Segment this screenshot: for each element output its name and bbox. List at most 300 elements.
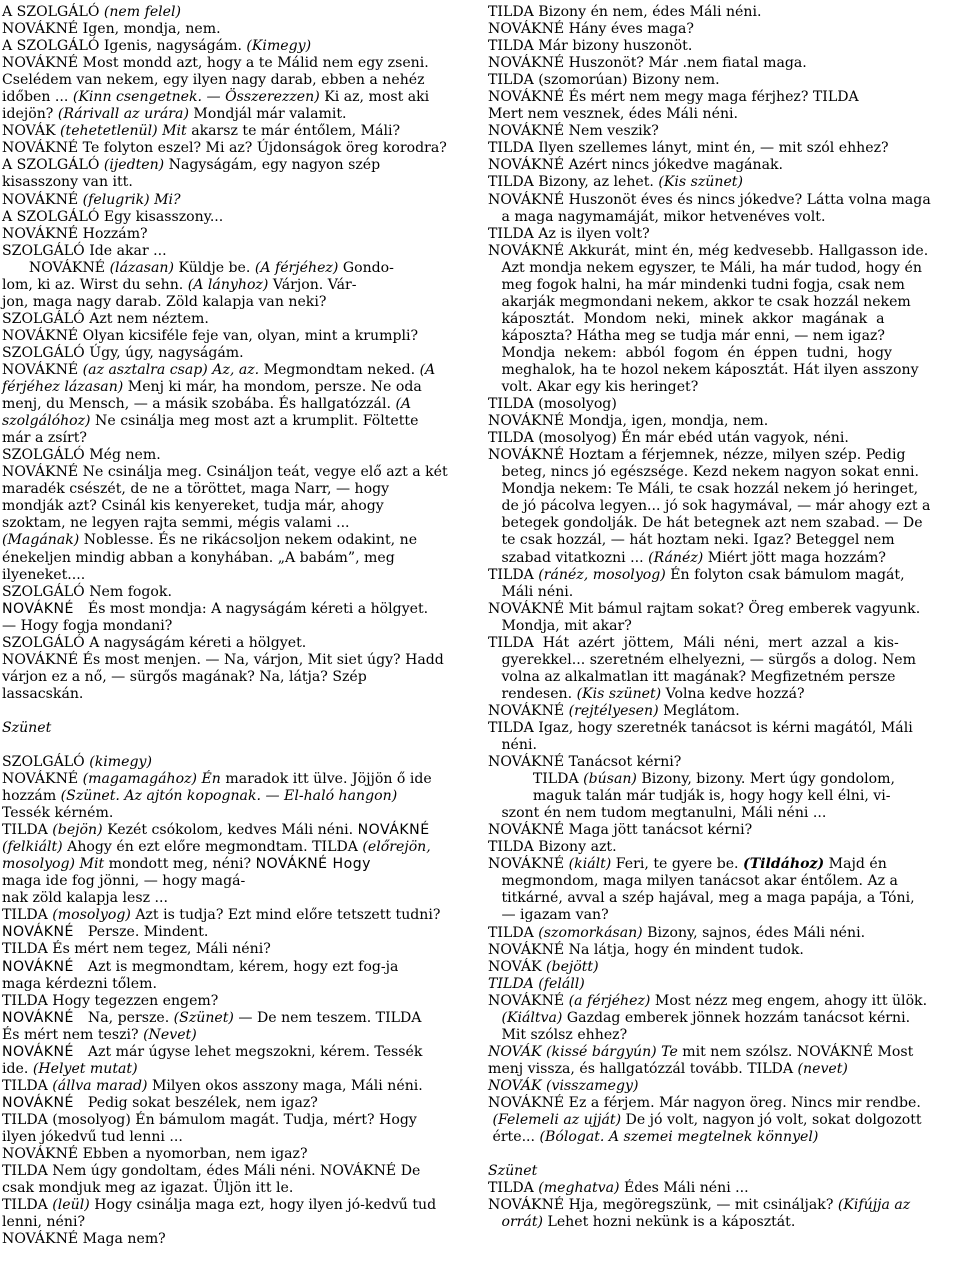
text-run: Ahogy én ezt előre megmondtam. TILDA <box>62 839 363 856</box>
text-line <box>488 106 958 123</box>
text-run: megmondom, maga milyen tanácsot akar éntőlem. Az a <box>488 873 898 890</box>
text-line <box>2 550 476 567</box>
text-line <box>488 174 958 191</box>
text-line <box>2 226 476 243</box>
text-run: NOVÁKNÉ Igen, mondja, nem. <box>2 21 221 38</box>
text-run: Bizony, bizony. Mert úgy gondolom, <box>636 771 895 788</box>
text-run: szoktam, ne legyen rajta semmi, mégis valami ... <box>2 515 350 532</box>
text-line <box>488 618 958 635</box>
text-run: NOVÁKNÉ Hozzám? <box>2 225 148 242</box>
text-line <box>2 959 476 976</box>
text-run: NOVÁKNÉ Mit bámul rajtam sokat? Öreg emberek vagyunk. <box>488 600 921 617</box>
text-run: NOVÁKNÉ Te folyton eszel? Mi az? Újdonságok öreg korodra? <box>2 140 447 157</box>
text-line <box>488 1146 958 1163</box>
text-run: (Kifújja az <box>837 1197 911 1214</box>
text-run: Azt is tudja? Ezt mind előre tetszett tudni? <box>130 907 441 924</box>
text-line <box>2 720 476 737</box>
text-line <box>2 209 476 226</box>
text-run: (Rárivall az urára) <box>57 106 189 123</box>
text-line <box>2 976 476 993</box>
text-line <box>2 890 476 907</box>
text-run <box>488 1010 501 1026</box>
text-run: (Kimegy) <box>246 38 312 55</box>
text-line <box>2 601 476 618</box>
text-run: (Kinn csengetnek. — Összerezzen) <box>72 89 320 106</box>
text-run: szont én nem tudom megtanulni, Máli néni ... <box>488 805 827 822</box>
text-line <box>2 1027 476 1044</box>
text-run: TILDA <box>488 924 539 941</box>
text-line <box>2 805 476 822</box>
text-run: Várjon. Vár- <box>268 276 357 293</box>
text-run: TILDA <box>2 1197 53 1214</box>
text-run: de jó pácolva legyen... jó sok hagymával, — már ahogy ezt a <box>488 498 931 515</box>
text-run: Azt már úgyse lehet megszokni, kérem. Tessék <box>78 1043 423 1060</box>
text-run: Milyen okos asszony maga, Máli néni. <box>147 1077 423 1094</box>
text-line <box>2 277 476 294</box>
text-run: meg fogok halni, ha már mindenki tudni fogja, csak nem <box>488 276 905 293</box>
text-run: Mondjál már valamit. <box>188 106 347 123</box>
text-run: — Hogy fogja mondani? <box>2 617 173 634</box>
text-line <box>488 652 958 669</box>
text-line <box>2 4 476 21</box>
text-run: (lázasan) <box>109 259 175 276</box>
text-run: menj vissza, és hallgatózzál tovább. TILDA <box>488 1060 798 1077</box>
text-run: (Kiáltva) <box>501 1009 563 1026</box>
text-run: férjéhez lázasan) <box>2 379 124 396</box>
text-line <box>488 788 958 805</box>
text-line <box>2 311 476 328</box>
text-run: TILDA Az is ilyen volt? <box>488 225 650 242</box>
text-run: NOVÁKNÉ <box>2 1009 79 1026</box>
text-run: De jó volt, nagyon jó volt, sokat dolgozott <box>621 1112 922 1129</box>
text-line <box>488 1163 958 1180</box>
text-run: NOVÁKNÉ Ez a férjem. Már nagyon öreg. Nincs mir rendbe. <box>488 1095 921 1111</box>
text-run: lom, ki az. Wirst du sehn. <box>2 276 188 293</box>
text-line <box>2 243 476 260</box>
text-run: a maga nagymamáját, mikor hetvenéves volt. <box>488 208 826 225</box>
text-line <box>488 942 958 959</box>
text-line <box>488 345 958 362</box>
text-run: (bejön) <box>52 822 103 839</box>
text-run: Gondo- <box>338 259 394 276</box>
text-line <box>488 1078 958 1095</box>
text-run: rendesen. <box>488 685 577 702</box>
text-line <box>488 703 958 720</box>
text-run: NOVÁKNÉ Hoztam a férjemnek, nézze, milyen szép. Pedig <box>488 447 906 464</box>
text-run: (ijedten) <box>103 157 165 174</box>
text-run: Meglátom. <box>658 702 740 719</box>
text-line <box>488 55 958 72</box>
text-run: Menj ki már, ha mondom, persze. Ne oda <box>123 379 422 396</box>
text-run: NOVÁK <box>2 123 61 140</box>
text-run: Mert nem vesznek, édes Máli néni. <box>488 106 739 123</box>
text-run: (felkiált) <box>2 839 63 856</box>
text-line <box>2 873 476 890</box>
text-line <box>2 839 476 856</box>
text-run: TILDA Ilyen szellemes lányt, mint én, — mit szól ehhez? <box>488 140 889 157</box>
text-run: NOVÁKNÉ Hogy <box>255 856 372 873</box>
text-line <box>2 260 476 277</box>
text-run: NOVÁKNÉ Nem veszik? <box>488 123 659 140</box>
text-line <box>2 1197 476 1214</box>
text-run: (állva marad) <box>52 1077 148 1094</box>
text-line <box>2 993 476 1010</box>
text-run: NOVÁKNÉ Olyan kicsiféle feje van, olyan, mint a krumpli? <box>2 327 419 344</box>
text-line <box>2 686 476 703</box>
text-run: Persze. Mindent. <box>78 924 209 941</box>
text-run: — De nem teszem. TILDA <box>233 1009 422 1026</box>
text-line <box>488 1061 958 1078</box>
text-run: (rejtélyesen) <box>568 702 659 719</box>
text-run: énekeljen mindig abban a konyhában. „A babám”, meg <box>2 549 395 566</box>
text-run: SZOLGÁLÓ Még nem. <box>2 447 161 464</box>
text-line <box>488 260 958 277</box>
text-run: SZOLGÁLÓ A nagyságám kéreti a hölgyet. <box>2 634 307 651</box>
text-line <box>488 243 958 260</box>
text-line <box>2 532 476 549</box>
text-line <box>488 805 958 822</box>
text-run: SZOLGÁLÓ Úgy, úgy, nagyságám. <box>2 344 244 361</box>
text-run: akarják megmondani nekem, akkor te csak hozzál nekem <box>488 293 911 310</box>
text-line <box>488 89 958 106</box>
text-run: NOVÁKNÉ És most menjen. — Na, várjon, Mit siet úgy? Hadd <box>2 651 444 668</box>
text-run: SZOLGÁLÓ <box>2 753 90 770</box>
text-line <box>488 1027 958 1044</box>
text-line <box>488 550 958 567</box>
text-line <box>488 123 958 140</box>
text-line <box>2 618 476 635</box>
text-run: érte... <box>488 1129 540 1146</box>
text-run: mit nem szólsz. NOVÁKNÉ Most <box>677 1043 914 1060</box>
text-run: Én folyton csak bámulom magát, <box>665 566 905 583</box>
text-line <box>2 430 476 447</box>
text-run: Tessék kérném. <box>2 805 114 822</box>
text-run: Pedig sokat beszélek, nem igaz? <box>78 1094 318 1111</box>
text-run: (Ránéz) <box>648 549 704 566</box>
text-line <box>488 379 958 396</box>
text-line <box>488 498 958 515</box>
text-run: TILDA <box>2 822 53 839</box>
text-run: (A <box>419 361 436 378</box>
text-run: Noblesse. És ne rikácsoljon nekem odakint, ne <box>79 532 418 549</box>
text-line <box>488 822 958 839</box>
text-run: NOVÁKNÉ <box>488 856 569 873</box>
text-line <box>488 430 958 447</box>
text-line <box>488 362 958 379</box>
text-line <box>488 567 958 584</box>
text-line <box>488 1044 958 1061</box>
text-run: Lehet hozni nekünk is a káposztát. <box>542 1214 796 1231</box>
text-run: lenni, néni? <box>2 1214 86 1231</box>
text-run: Bizony, sajnos, édes Máli néni. <box>642 924 866 941</box>
text-line <box>488 192 958 209</box>
text-run: maradok itt ülve. Jöjjön ő ide <box>220 771 432 788</box>
text-run: NOVÁKNÉ Huszonöt? Már .nem fiatal maga. <box>488 55 807 72</box>
text-line <box>488 976 958 993</box>
text-line <box>2 1061 476 1078</box>
text-run: NOVÁKNÉ Maga jött tanácsot kérni? <box>488 822 753 839</box>
text-line <box>2 294 476 311</box>
text-run: — igazam van? <box>488 907 609 924</box>
text-run: (Szünet. Az ajtón kopognak. — El-haló hangon) <box>60 788 398 805</box>
text-line <box>2 1129 476 1146</box>
text-run: (kimegy) <box>89 753 152 770</box>
text-run: Azt is megmondtam, kérem, hogy ezt fog-ja <box>78 958 399 975</box>
text-run: TILDA (feláll) <box>488 975 585 992</box>
text-line <box>2 669 476 686</box>
text-line <box>2 1214 476 1231</box>
text-line <box>2 515 476 532</box>
text-run: NOVÁKNÉ <box>2 771 83 788</box>
text-line <box>2 1095 476 1112</box>
text-run: TILDA (mosolyog) Én bámulom magát. Tudja, mért? Hogy <box>2 1111 417 1128</box>
text-line <box>2 192 476 209</box>
text-run: Hogy csinálja maga ezt, hogy ilyen jó-kedvű tud <box>89 1197 437 1214</box>
text-line <box>488 771 958 788</box>
text-line <box>2 174 476 191</box>
text-line <box>2 72 476 89</box>
text-run: szabad vitatkozni ... <box>488 549 649 566</box>
text-line <box>2 635 476 652</box>
text-run: ide. <box>2 1060 33 1077</box>
text-line <box>488 328 958 345</box>
text-run: Gazdag emberek jönnek hozzám tanácsot kérni. <box>562 1009 911 1026</box>
text-run: NOVÁKNÉ Hja, megöregszünk, — mit csináljak? <box>488 1197 838 1214</box>
text-run: (a férjéhez) <box>568 992 651 1009</box>
text-run: várjon ez a nő, — sürgős magának? Na, látja? Szép <box>2 668 367 685</box>
text-run: (Helyet mutat) <box>32 1060 138 1077</box>
text-run: káposztát. Mondom neki, minek akkor magának a <box>488 310 885 327</box>
text-run: És mért nem teszi? <box>2 1026 144 1043</box>
text-run: TILDA (szomorúan) Bizony nem. <box>488 72 720 89</box>
text-run: NOVÁKNÉ <box>2 361 83 378</box>
text-line <box>488 481 958 498</box>
text-line <box>2 1180 476 1197</box>
text-run: szolgálóhoz) <box>2 413 91 430</box>
text-run: TILDA Nem úgy gondoltam, édes Máli néni. NOVÁKNÉ De <box>2 1163 421 1180</box>
text-run: mondott meg, néni? <box>104 856 256 873</box>
text-run: TILDA És mért nem tegez, Máli néni? <box>2 941 271 958</box>
text-run: nak zöld kalapja lesz ... <box>2 890 168 907</box>
text-run: néni. <box>488 737 537 754</box>
text-run: NOVÁKNÉ <box>488 992 569 1009</box>
text-run: kisasszony van itt. <box>2 174 133 191</box>
text-run: maga kérdezni tőlem. <box>2 975 157 992</box>
text-run: (nem felel) <box>103 4 182 20</box>
text-run: És most mondja: A nagyságám kéreti a hölgyet. <box>78 600 429 617</box>
text-run: TILDA Bizony azt. <box>488 839 617 856</box>
text-line <box>2 703 476 720</box>
text-line <box>2 123 476 140</box>
text-line <box>2 652 476 669</box>
text-run: TILDA Hát azért jöttem, Máli néni, mert azzal a kis- <box>488 634 899 651</box>
text-run: TILDA <box>488 566 539 583</box>
text-run: Ne csinálja meg most azt a krumplit. Föltette <box>90 413 419 430</box>
text-run: A SZOLGÁLÓ <box>2 4 104 20</box>
text-run: maga ide fog jönni, — hogy magá- <box>2 873 246 890</box>
text-run: hozzám <box>2 788 61 805</box>
text-run: már a zsírt? <box>2 430 87 447</box>
text-line <box>2 1163 476 1180</box>
text-line <box>2 1044 476 1061</box>
text-line <box>2 788 476 805</box>
text-run: lassacskán. <box>2 685 84 702</box>
text-run: TILDA (mosolyog) Én már ebéd után vagyok, néni. <box>488 430 849 447</box>
text-run: NOVÁKNÉ <box>2 600 79 617</box>
text-run: Megmondtam neked. <box>259 361 420 378</box>
text-run: te csak hozzál, — hát hoztam neki. Igaz? Beteggel nem <box>488 532 895 549</box>
text-run: Kezét csókolom, kedves Máli néni. <box>102 822 358 839</box>
text-run: Volna kedve hozzá? <box>661 685 805 702</box>
text-line <box>488 464 958 481</box>
text-run: (Magának) <box>2 532 80 549</box>
text-run: NOVÁK (visszamegy) <box>488 1077 639 1094</box>
text-run: (bejött) <box>546 958 599 975</box>
text-line <box>488 209 958 226</box>
text-run: volt. Akar egy kis heringet? <box>488 379 699 396</box>
text-run: (Kis szünet) <box>576 685 662 702</box>
text-line <box>488 38 958 55</box>
text-run: (szomorkásan) <box>538 924 643 941</box>
text-run: (felugrik) Mi? <box>82 191 181 208</box>
text-line <box>488 907 958 924</box>
text-run: NOVÁKNÉ Hány éves maga? <box>488 21 694 38</box>
text-line <box>488 413 958 430</box>
text-line <box>2 140 476 157</box>
text-line <box>488 959 958 976</box>
text-line <box>488 686 958 703</box>
text-line <box>2 413 476 430</box>
text-line <box>2 481 476 498</box>
text-run: (búsan) <box>583 771 637 788</box>
text-run: Mit szólsz ehhez? <box>488 1026 628 1043</box>
text-run: TILDA <box>488 1180 539 1197</box>
text-line <box>488 277 958 294</box>
text-run: NOVÁK <box>488 958 547 975</box>
text-run: (leül) <box>52 1197 90 1214</box>
text-line <box>2 856 476 873</box>
text-run: időben ... <box>2 89 73 106</box>
text-run: NOVÁKNÉ <box>2 924 79 941</box>
text-line <box>2 907 476 924</box>
text-run: Miért jött maga hozzám? <box>703 549 886 566</box>
text-line <box>488 532 958 549</box>
text-run: (Bólogat. A szemei megtelnek könnyel) <box>539 1129 819 1146</box>
text-line <box>2 345 476 362</box>
text-run: (Tildához) <box>743 856 825 873</box>
text-run: idejön? <box>2 106 58 123</box>
text-run: NOVÁKNÉ <box>2 1043 79 1060</box>
text-run: mondják azt? Csinál kis kenyereket, tudja már, ahogy <box>2 498 384 515</box>
text-line <box>488 993 958 1010</box>
text-line <box>488 1095 958 1112</box>
text-line <box>2 362 476 379</box>
text-run: csak mondjuk meg az igazat. Üljön itt le. <box>2 1180 294 1197</box>
text-run: Na, persze. <box>78 1009 174 1026</box>
text-run: NOVÁKNÉ <box>2 1094 79 1111</box>
text-run: A SZOLGÁLÓ Egy kisasszony... <box>2 208 224 225</box>
text-run: Szünet <box>2 719 52 736</box>
text-line <box>488 890 958 907</box>
text-line <box>488 720 958 737</box>
text-run: gyerekkel... szeretném elhelyezni, — sürgős a dolog. Nem <box>488 651 916 668</box>
text-line <box>2 55 476 72</box>
text-run: Ki az, most aki <box>319 89 430 106</box>
text-run: (előrejön, <box>362 839 431 856</box>
text-line <box>2 1112 476 1129</box>
text-run: NOVÁK (kissé bárgyún) Te <box>488 1043 678 1060</box>
text-line <box>2 1146 476 1163</box>
text-line <box>488 1197 958 1214</box>
text-run: ilyeneket.... <box>2 566 86 583</box>
text-run: TILDA Hogy tegezzen engem? <box>2 992 219 1009</box>
text-run: NOVÁKNÉ Mondja, igen, mondja, nem. <box>488 413 769 430</box>
text-line <box>488 925 958 942</box>
text-line <box>2 584 476 601</box>
text-run: betegek gondolják. De hát betegnek azt nem szabad. — De <box>488 515 923 532</box>
text-line <box>488 515 958 532</box>
text-line <box>488 294 958 311</box>
text-run: A SZOLGÁLÓ Igenis, nagyságám. <box>2 38 247 55</box>
text-run: NOVÁKNÉ Huszonöt éves és nincs jókedve? Látta volna maga <box>488 191 931 208</box>
text-run: NOVÁKNÉ Ebben a nyomorban, nem igaz? <box>2 1146 308 1163</box>
text-run: (nevet) <box>797 1060 848 1077</box>
text-run: Máli néni. <box>488 583 574 600</box>
text-run: (magamagához) Én <box>82 771 221 788</box>
text-line <box>488 754 958 771</box>
text-line <box>488 839 958 856</box>
text-run: volna az alkalmatlan itt magának? Megfizetném persze <box>488 668 896 685</box>
text-run: meghalok, ha te hozol nekem káposztát. Hát ilyen asszony <box>488 361 919 378</box>
text-run: (A férjéhez) <box>254 259 339 276</box>
text-line <box>488 140 958 157</box>
text-run: maradék csészét, de ne a töröttet, maga Narr, — hogy <box>2 481 390 498</box>
text-line <box>2 1010 476 1027</box>
text-run: NOVÁKNÉ Ne csinálja meg. Csináljon teát, vegye elő azt a két <box>2 464 448 481</box>
text-run: TILDA Bizony én nem, édes Máli néni. <box>488 4 762 20</box>
text-run: (Kis szünet) <box>658 174 743 191</box>
text-run: (kiált) <box>568 856 612 873</box>
text-run: (meghatva) <box>538 1180 620 1197</box>
text-run: (Nevet) <box>143 1026 197 1043</box>
text-run: (Felemeli az ujját) <box>492 1112 622 1129</box>
text-run: Küldje be. <box>174 259 255 276</box>
text-run: akarsz te már éntőlem, Máli? <box>186 123 401 140</box>
text-line <box>488 72 958 89</box>
text-run: SZOLGÁLÓ Ide akar ... <box>2 242 167 259</box>
text-run: NOVÁKNÉ <box>488 702 569 719</box>
text-line <box>2 498 476 515</box>
text-run: Mondja nekem: abból fogom én éppen tudni, hogy <box>488 344 892 361</box>
text-run: TILDA <box>2 907 53 924</box>
text-run: titkárné, avval a szép hajával, meg a maga papája, a Tóni, <box>488 890 915 907</box>
text-line <box>488 157 958 174</box>
text-run: NOVÁKNÉ <box>2 191 83 208</box>
text-line <box>488 396 958 413</box>
text-run: beteg, nincs jó egészsége. Kezd nekem nagyon sokat enni. <box>488 464 920 481</box>
text-run: NOVÁKNÉ Most mondd azt, hogy a te Málid nem egy zseni. <box>2 55 429 72</box>
text-run: ilyen jókedvű tud lenni ... <box>2 1129 183 1145</box>
text-line <box>488 1214 958 1231</box>
text-run: (ránéz, mosolyog) <box>538 566 666 583</box>
text-run: NOVÁKNÉ Na látja, hogy én mindent tudok. <box>488 941 804 958</box>
text-line <box>488 447 958 464</box>
text-run: Most nézz meg engem, ahogy itt ülök. <box>650 992 928 1009</box>
text-run: (A lányhoz) <box>187 276 269 293</box>
text-line <box>2 754 476 771</box>
text-run: (az asztalra csap) Az, az. <box>82 361 260 378</box>
text-run: NOVÁKNÉ Maga nem? <box>2 1231 166 1248</box>
